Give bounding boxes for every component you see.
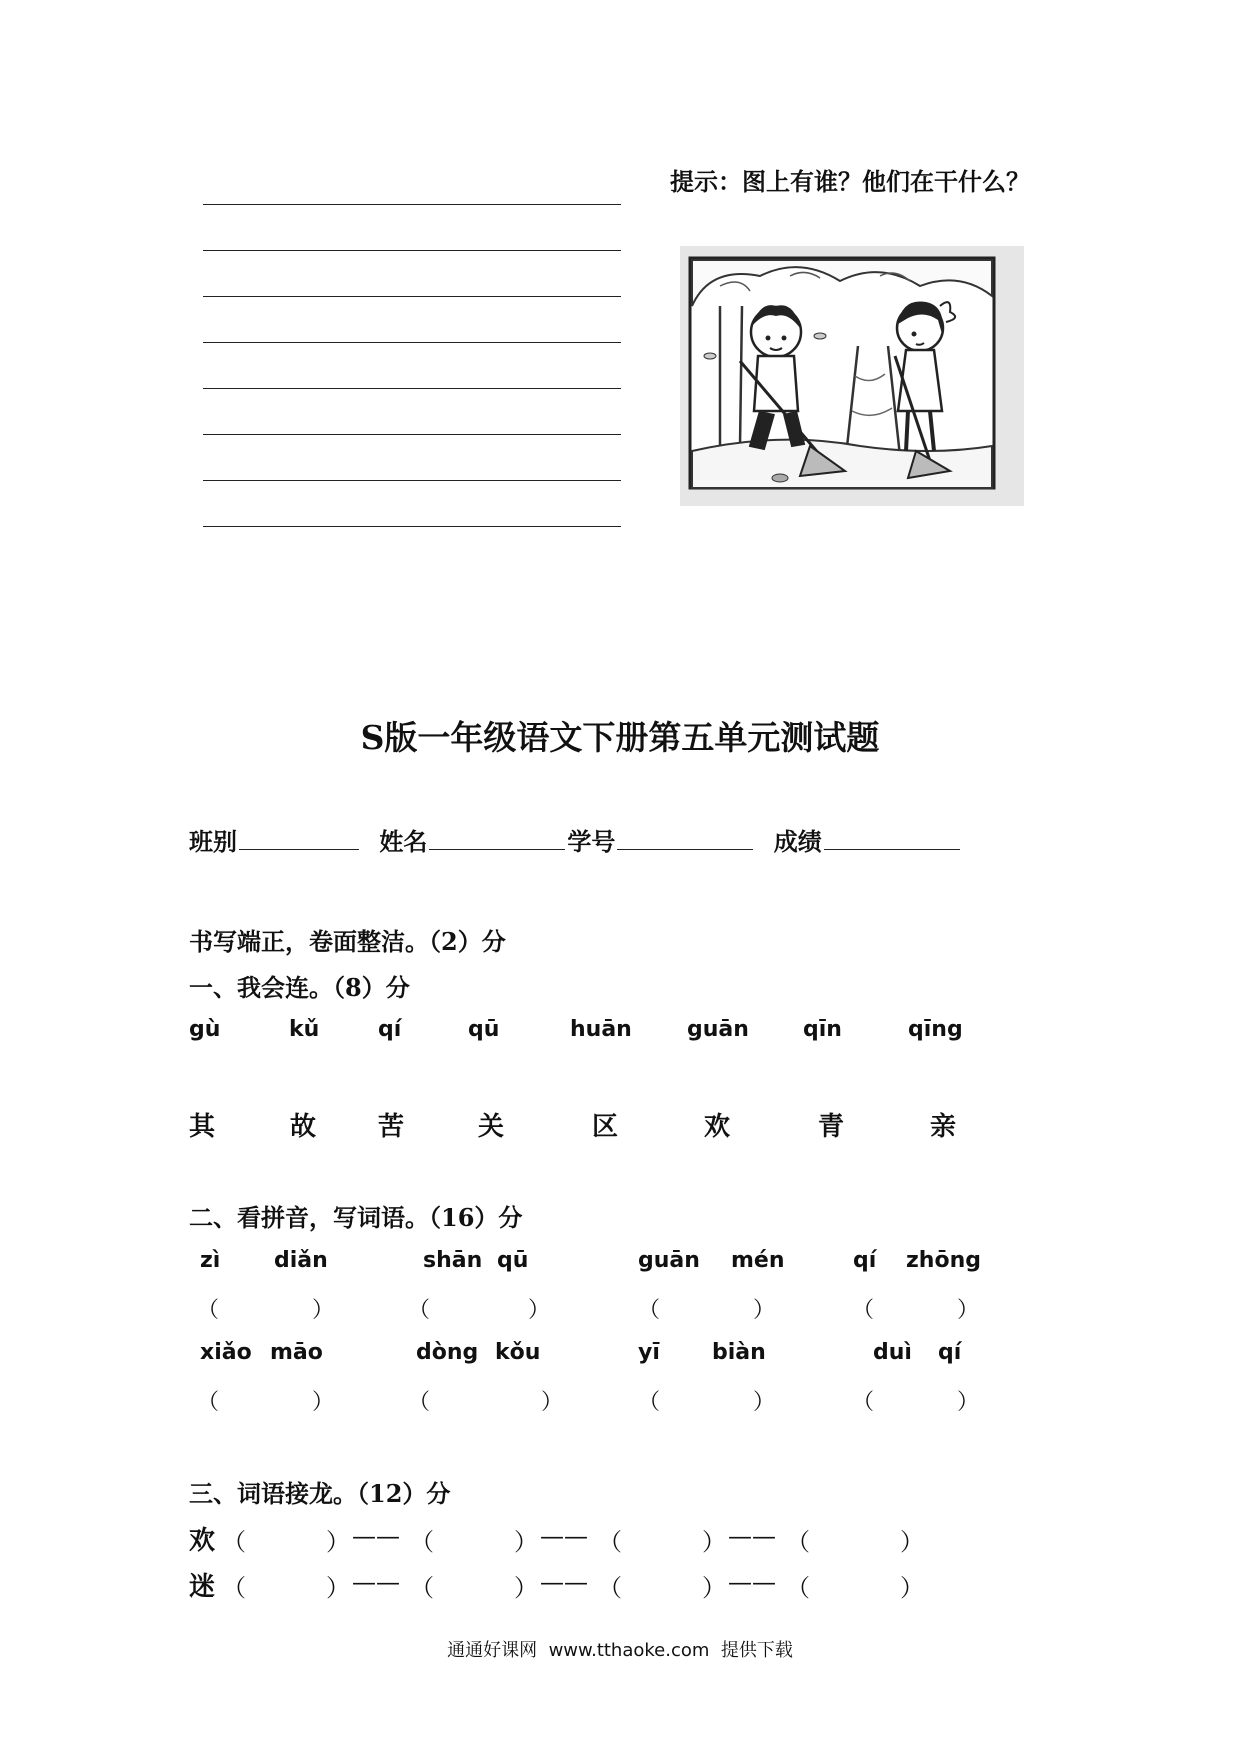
section-1-heading: 一、我会连。（8）分 bbox=[189, 973, 410, 1002]
answer-box[interactable] bbox=[624, 1518, 702, 1548]
pinyin-item[interactable]: qū bbox=[468, 1017, 500, 1042]
open-paren: （ bbox=[222, 1528, 246, 1556]
close-paren: ） bbox=[312, 1390, 335, 1415]
close-paren: ） bbox=[702, 1528, 726, 1556]
open-paren: （ bbox=[852, 1298, 875, 1323]
open-paren: （ bbox=[598, 1528, 622, 1556]
pinyin-item: zhōng bbox=[906, 1248, 981, 1273]
char-item[interactable]: 苦 bbox=[378, 1112, 405, 1142]
student-info bbox=[189, 822, 962, 857]
answer-box[interactable] bbox=[433, 1290, 528, 1320]
class-label: 班别 bbox=[189, 827, 237, 856]
open-paren: （ bbox=[410, 1528, 434, 1556]
pinyin-item: māo bbox=[270, 1340, 323, 1365]
open-paren: （ bbox=[786, 1574, 810, 1602]
footer-credit: 通通好课网 www.tthaoke.com 提供下载 bbox=[447, 1640, 793, 1661]
char-item[interactable]: 欢 bbox=[704, 1112, 731, 1142]
pinyin-item: xiǎo bbox=[200, 1340, 252, 1365]
close-paren: ） bbox=[702, 1574, 726, 1602]
writing-line[interactable] bbox=[203, 526, 621, 527]
class-field[interactable] bbox=[239, 827, 359, 850]
pinyin-item: yī bbox=[638, 1340, 660, 1365]
hint-text: 提示：图上有谁？他们在干什么？ bbox=[670, 167, 1030, 196]
close-paren: ） bbox=[753, 1298, 776, 1323]
writing-line[interactable] bbox=[203, 250, 621, 251]
writing-line[interactable] bbox=[203, 342, 621, 343]
score-label: 成绩 bbox=[773, 827, 822, 856]
dash: —— bbox=[540, 1522, 588, 1550]
section-2-heading: 二、看拼音，写词语。（16）分 bbox=[189, 1203, 523, 1232]
open-paren: （ bbox=[638, 1298, 661, 1323]
answer-box[interactable] bbox=[877, 1382, 957, 1412]
page-title: S版一年级语文下册第五单元测试题 bbox=[360, 718, 880, 757]
answer-box[interactable] bbox=[663, 1290, 753, 1320]
close-paren: ） bbox=[312, 1298, 335, 1323]
answer-box[interactable] bbox=[624, 1564, 702, 1594]
close-paren: ） bbox=[957, 1298, 980, 1323]
pinyin-item: qí bbox=[853, 1248, 877, 1273]
open-paren: （ bbox=[408, 1298, 431, 1323]
chain-start-char: 迷 bbox=[189, 1572, 216, 1602]
pinyin-item: zì bbox=[200, 1248, 221, 1273]
pinyin-item[interactable]: qīn bbox=[803, 1017, 842, 1042]
char-item[interactable]: 青 bbox=[818, 1112, 845, 1142]
children-sweeping-icon bbox=[680, 246, 1024, 506]
answer-box[interactable] bbox=[222, 1382, 312, 1412]
pinyin-item: guān bbox=[638, 1248, 700, 1273]
answer-box[interactable] bbox=[436, 1564, 514, 1594]
close-paren: ） bbox=[957, 1390, 980, 1415]
char-item[interactable]: 关 bbox=[478, 1112, 505, 1142]
pinyin-item[interactable]: qí bbox=[378, 1017, 402, 1042]
pinyin-item[interactable]: qīng bbox=[908, 1017, 963, 1042]
pinyin-item: duì bbox=[873, 1340, 912, 1365]
answer-box[interactable] bbox=[433, 1382, 541, 1412]
open-paren: （ bbox=[197, 1390, 220, 1415]
pinyin-item: biàn bbox=[712, 1340, 766, 1365]
number-field[interactable] bbox=[617, 827, 753, 850]
writing-line[interactable] bbox=[203, 204, 621, 205]
open-paren: （ bbox=[197, 1298, 220, 1323]
pinyin-item: diǎn bbox=[274, 1248, 328, 1273]
score-field[interactable] bbox=[824, 827, 960, 850]
dash: —— bbox=[352, 1522, 400, 1550]
name-label: 姓名 bbox=[379, 827, 428, 856]
answer-box[interactable] bbox=[436, 1518, 514, 1548]
pinyin-item: kǒu bbox=[495, 1340, 541, 1365]
section-3-heading: 三、词语接龙。（12）分 bbox=[189, 1479, 451, 1508]
answer-box[interactable] bbox=[812, 1564, 900, 1594]
pinyin-item[interactable]: huān bbox=[570, 1017, 632, 1042]
close-paren: ） bbox=[541, 1390, 564, 1415]
pinyin-item: mén bbox=[731, 1248, 785, 1273]
neat-note: 书写端正，卷面整洁。（2）分 bbox=[189, 927, 506, 956]
open-paren: （ bbox=[786, 1528, 810, 1556]
dash: —— bbox=[540, 1568, 588, 1596]
answer-box[interactable] bbox=[877, 1290, 957, 1320]
illustration bbox=[680, 246, 1024, 506]
pinyin-item[interactable]: kǔ bbox=[289, 1017, 320, 1042]
char-item[interactable]: 其 bbox=[189, 1112, 216, 1142]
answer-box[interactable] bbox=[222, 1290, 312, 1320]
pinyin-item[interactable]: guān bbox=[687, 1017, 749, 1042]
answer-box[interactable] bbox=[663, 1382, 753, 1412]
open-paren: （ bbox=[410, 1574, 434, 1602]
open-paren: （ bbox=[222, 1574, 246, 1602]
writing-line[interactable] bbox=[203, 296, 621, 297]
open-paren: （ bbox=[408, 1390, 431, 1415]
close-paren: ） bbox=[326, 1528, 350, 1556]
close-paren: ） bbox=[514, 1574, 538, 1602]
name-field[interactable] bbox=[429, 827, 565, 850]
char-item[interactable]: 故 bbox=[290, 1112, 317, 1142]
open-paren: （ bbox=[852, 1390, 875, 1415]
char-item[interactable]: 亲 bbox=[930, 1112, 957, 1142]
pinyin-item: qū bbox=[497, 1248, 529, 1273]
dash: —— bbox=[728, 1522, 776, 1550]
close-paren: ） bbox=[900, 1574, 924, 1602]
close-paren: ） bbox=[326, 1574, 350, 1602]
dash: —— bbox=[352, 1568, 400, 1596]
answer-box[interactable] bbox=[248, 1518, 326, 1548]
close-paren: ） bbox=[900, 1528, 924, 1556]
answer-box[interactable] bbox=[248, 1564, 326, 1594]
char-item[interactable]: 区 bbox=[592, 1112, 619, 1142]
open-paren: （ bbox=[598, 1574, 622, 1602]
number-label: 学号 bbox=[567, 827, 616, 856]
close-paren: ） bbox=[528, 1298, 551, 1323]
pinyin-item: dòng bbox=[416, 1340, 479, 1365]
answer-box[interactable] bbox=[812, 1518, 900, 1548]
writing-line[interactable] bbox=[203, 388, 621, 389]
pinyin-item: shān bbox=[423, 1248, 483, 1273]
dash: —— bbox=[728, 1568, 776, 1596]
close-paren: ） bbox=[753, 1390, 776, 1415]
open-paren: （ bbox=[638, 1390, 661, 1415]
pinyin-item[interactable]: gù bbox=[189, 1017, 221, 1042]
writing-line[interactable] bbox=[203, 434, 621, 435]
pinyin-item: qí bbox=[938, 1340, 962, 1365]
chain-start-char: 欢 bbox=[189, 1526, 216, 1556]
writing-line[interactable] bbox=[203, 480, 621, 481]
close-paren: ） bbox=[514, 1528, 538, 1556]
